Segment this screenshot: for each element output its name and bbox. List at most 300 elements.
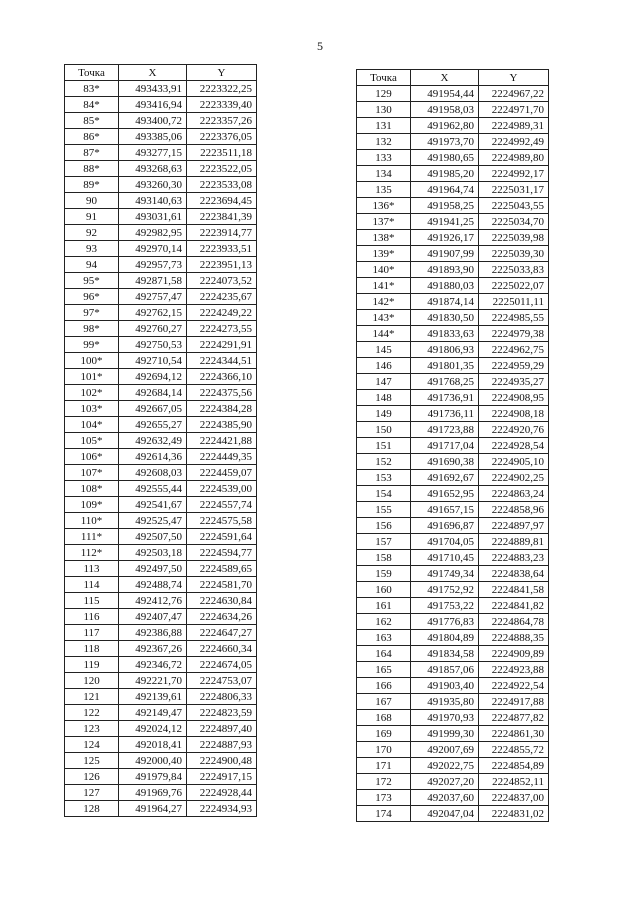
table-row (357, 214, 549, 230)
point-cell: 88* (65, 161, 119, 177)
y-cell: 2224421,88 (187, 433, 257, 449)
x-cell: 493385,06 (119, 129, 187, 145)
header-x: X (411, 70, 479, 86)
table-row (65, 225, 257, 241)
point-cell: 94 (65, 257, 119, 273)
y-cell: 2224753,07 (187, 673, 257, 689)
point-cell: 140* (357, 262, 411, 278)
y-cell: 2224647,27 (187, 625, 257, 641)
x-cell: 492386,88 (119, 625, 187, 641)
table-row (357, 582, 549, 598)
point-cell: 169 (357, 726, 411, 742)
point-cell: 149 (357, 406, 411, 422)
table-row (357, 390, 549, 406)
x-cell: 491776,83 (411, 614, 479, 630)
y-cell: 2224831,02 (479, 806, 549, 822)
x-cell: 491736,91 (411, 390, 479, 406)
point-cell: 139* (357, 246, 411, 262)
x-cell: 491801,35 (411, 358, 479, 374)
table-row (357, 726, 549, 742)
table-row (357, 774, 549, 790)
x-cell: 492221,70 (119, 673, 187, 689)
table-row (65, 769, 257, 785)
table-row (65, 145, 257, 161)
y-cell: 2223339,40 (187, 97, 257, 113)
point-cell: 119 (65, 657, 119, 673)
x-cell: 492018,41 (119, 737, 187, 753)
y-cell: 2224897,97 (479, 518, 549, 534)
y-cell: 2224841,82 (479, 598, 549, 614)
x-cell: 492047,04 (411, 806, 479, 822)
y-cell: 2224979,38 (479, 326, 549, 342)
table-row (65, 257, 257, 273)
x-cell: 491753,22 (411, 598, 479, 614)
x-cell: 492970,14 (119, 241, 187, 257)
y-cell: 2225031,17 (479, 182, 549, 198)
x-cell: 491806,93 (411, 342, 479, 358)
point-cell: 100* (65, 353, 119, 369)
x-cell: 492762,15 (119, 305, 187, 321)
y-cell: 2224883,23 (479, 550, 549, 566)
point-cell: 92 (65, 225, 119, 241)
x-cell: 492139,61 (119, 689, 187, 705)
x-cell: 491973,70 (411, 134, 479, 150)
table-row (65, 801, 257, 817)
y-cell: 2224897,40 (187, 721, 257, 737)
table-row (65, 417, 257, 433)
y-cell: 2224375,56 (187, 385, 257, 401)
table-row (65, 289, 257, 305)
point-cell: 122 (65, 705, 119, 721)
table-row (65, 273, 257, 289)
y-cell: 2224852,11 (479, 774, 549, 790)
y-cell: 2224861,30 (479, 726, 549, 742)
y-cell: 2225039,98 (479, 230, 549, 246)
x-cell: 492750,53 (119, 337, 187, 353)
x-cell: 491958,25 (411, 198, 479, 214)
point-cell: 105* (65, 433, 119, 449)
point-cell: 146 (357, 358, 411, 374)
x-cell: 491907,99 (411, 246, 479, 262)
x-cell: 491830,50 (411, 310, 479, 326)
table-row (357, 86, 549, 102)
point-cell: 120 (65, 673, 119, 689)
table-row (357, 742, 549, 758)
table-row (65, 97, 257, 113)
x-cell: 491768,25 (411, 374, 479, 390)
table-row (357, 518, 549, 534)
table-row (357, 102, 549, 118)
x-cell: 491696,87 (411, 518, 479, 534)
y-cell: 2224989,80 (479, 150, 549, 166)
x-cell: 493140,63 (119, 193, 187, 209)
table-row (65, 561, 257, 577)
x-cell: 491980,65 (411, 150, 479, 166)
point-cell: 138* (357, 230, 411, 246)
point-cell: 131 (357, 118, 411, 134)
point-cell: 171 (357, 758, 411, 774)
x-cell: 492027,20 (411, 774, 479, 790)
point-cell: 109* (65, 497, 119, 513)
y-cell: 2224660,34 (187, 641, 257, 657)
y-cell: 2224971,70 (479, 102, 549, 118)
table-row (357, 550, 549, 566)
point-cell: 93 (65, 241, 119, 257)
x-cell: 492000,40 (119, 753, 187, 769)
y-cell: 2224967,22 (479, 86, 549, 102)
point-cell: 85* (65, 113, 119, 129)
x-cell: 491710,45 (411, 550, 479, 566)
y-cell: 2224917,15 (187, 769, 257, 785)
table-row (65, 321, 257, 337)
table-row (65, 513, 257, 529)
point-cell: 157 (357, 534, 411, 550)
y-cell: 2223841,39 (187, 209, 257, 225)
table-row (357, 374, 549, 390)
y-cell: 2224908,95 (479, 390, 549, 406)
table-row (357, 454, 549, 470)
y-cell: 2224838,64 (479, 566, 549, 582)
y-cell: 2223533,08 (187, 177, 257, 193)
point-cell: 166 (357, 678, 411, 694)
x-cell: 491962,80 (411, 118, 479, 134)
table-row (65, 353, 257, 369)
table-row (357, 422, 549, 438)
table-row (357, 678, 549, 694)
x-cell: 492655,27 (119, 417, 187, 433)
table-row (357, 198, 549, 214)
y-cell: 2224935,27 (479, 374, 549, 390)
y-cell: 2225033,83 (479, 262, 549, 278)
y-cell: 2223376,05 (187, 129, 257, 145)
y-cell: 2225011,11 (479, 294, 549, 310)
y-cell: 2224863,24 (479, 486, 549, 502)
y-cell: 2224384,28 (187, 401, 257, 417)
point-cell: 141* (357, 278, 411, 294)
table-row (65, 385, 257, 401)
table-row (357, 438, 549, 454)
point-cell: 150 (357, 422, 411, 438)
point-cell: 117 (65, 625, 119, 641)
x-cell: 492407,47 (119, 609, 187, 625)
x-cell: 491749,34 (411, 566, 479, 582)
y-cell: 2224992,49 (479, 134, 549, 150)
point-cell: 97* (65, 305, 119, 321)
x-cell: 491692,67 (411, 470, 479, 486)
x-cell: 491804,89 (411, 630, 479, 646)
x-cell: 491969,76 (119, 785, 187, 801)
table-row (357, 790, 549, 806)
y-cell: 2224385,90 (187, 417, 257, 433)
point-cell: 111* (65, 529, 119, 545)
table-row (65, 129, 257, 145)
table-row (357, 646, 549, 662)
x-cell: 492149,47 (119, 705, 187, 721)
y-cell: 2224854,89 (479, 758, 549, 774)
x-cell: 491941,25 (411, 214, 479, 230)
point-cell: 101* (65, 369, 119, 385)
point-cell: 159 (357, 566, 411, 582)
x-cell: 491880,03 (411, 278, 479, 294)
y-cell: 2223522,05 (187, 161, 257, 177)
point-cell: 134 (357, 166, 411, 182)
x-cell: 492007,69 (411, 742, 479, 758)
y-cell: 2224634,26 (187, 609, 257, 625)
point-cell: 170 (357, 742, 411, 758)
x-cell: 491752,92 (411, 582, 479, 598)
table-row (65, 337, 257, 353)
table-row (357, 630, 549, 646)
point-cell: 161 (357, 598, 411, 614)
header-point: Точка (357, 70, 411, 86)
point-cell: 147 (357, 374, 411, 390)
table-row (357, 166, 549, 182)
point-cell: 154 (357, 486, 411, 502)
y-cell: 2223511,18 (187, 145, 257, 161)
point-cell: 90 (65, 193, 119, 209)
table-row (65, 193, 257, 209)
table-row (357, 278, 549, 294)
point-cell: 113 (65, 561, 119, 577)
table-row (357, 150, 549, 166)
y-cell: 2224887,93 (187, 737, 257, 753)
x-cell: 491999,30 (411, 726, 479, 742)
x-cell: 492710,54 (119, 353, 187, 369)
header-x: X (119, 65, 187, 81)
table-row (357, 326, 549, 342)
x-cell: 493400,72 (119, 113, 187, 129)
point-cell: 132 (357, 134, 411, 150)
y-cell: 2224591,64 (187, 529, 257, 545)
x-cell: 491657,15 (411, 502, 479, 518)
table-row (357, 758, 549, 774)
x-cell: 491874,14 (411, 294, 479, 310)
point-cell: 116 (65, 609, 119, 625)
y-cell: 2224823,59 (187, 705, 257, 721)
x-cell: 491652,95 (411, 486, 479, 502)
x-cell: 492694,12 (119, 369, 187, 385)
table-row (65, 449, 257, 465)
y-cell: 2224917,88 (479, 694, 549, 710)
table-row (357, 342, 549, 358)
x-cell: 493277,15 (119, 145, 187, 161)
table-row (357, 310, 549, 326)
x-cell: 491704,05 (411, 534, 479, 550)
table-row (65, 465, 257, 481)
coordinates-table-left (64, 64, 257, 817)
table-row (65, 673, 257, 689)
table-row (65, 369, 257, 385)
x-cell: 491970,93 (411, 710, 479, 726)
x-cell: 492632,49 (119, 433, 187, 449)
table-row (357, 614, 549, 630)
x-cell: 492507,50 (119, 529, 187, 545)
table-row (65, 433, 257, 449)
y-cell: 2224291,91 (187, 337, 257, 353)
x-cell: 491723,88 (411, 422, 479, 438)
y-cell: 2225043,55 (479, 198, 549, 214)
point-cell: 125 (65, 753, 119, 769)
x-cell: 491958,03 (411, 102, 479, 118)
point-cell: 108* (65, 481, 119, 497)
y-cell: 2223694,45 (187, 193, 257, 209)
y-cell: 2224630,84 (187, 593, 257, 609)
point-cell: 145 (357, 342, 411, 358)
x-cell: 493268,63 (119, 161, 187, 177)
point-cell: 173 (357, 790, 411, 806)
y-cell: 2224989,31 (479, 118, 549, 134)
point-cell: 162 (357, 614, 411, 630)
point-cell: 123 (65, 721, 119, 737)
table-row (357, 662, 549, 678)
point-cell: 124 (65, 737, 119, 753)
y-cell: 2225034,70 (479, 214, 549, 230)
x-cell: 492982,95 (119, 225, 187, 241)
point-cell: 168 (357, 710, 411, 726)
point-cell: 155 (357, 502, 411, 518)
header-y: Y (479, 70, 549, 86)
table-row (65, 657, 257, 673)
x-cell: 491954,44 (411, 86, 479, 102)
x-cell: 492608,03 (119, 465, 187, 481)
x-cell: 493260,30 (119, 177, 187, 193)
x-cell: 491964,27 (119, 801, 187, 817)
point-cell: 129 (357, 86, 411, 102)
table-header-row (65, 65, 257, 81)
x-cell: 492760,27 (119, 321, 187, 337)
y-cell: 2224922,54 (479, 678, 549, 694)
table-row (65, 161, 257, 177)
y-cell: 2224905,10 (479, 454, 549, 470)
x-cell: 492667,05 (119, 401, 187, 417)
table-row (357, 358, 549, 374)
y-cell: 2224920,76 (479, 422, 549, 438)
table-row (65, 81, 257, 97)
table-row (65, 785, 257, 801)
table-row (357, 470, 549, 486)
x-cell: 492614,36 (119, 449, 187, 465)
table-row (65, 577, 257, 593)
table-row (65, 529, 257, 545)
point-cell: 165 (357, 662, 411, 678)
table-row (357, 118, 549, 134)
table-row (65, 593, 257, 609)
point-cell: 156 (357, 518, 411, 534)
x-cell: 493416,94 (119, 97, 187, 113)
y-cell: 2224928,54 (479, 438, 549, 454)
point-cell: 130 (357, 102, 411, 118)
table-row (357, 230, 549, 246)
x-cell: 491834,58 (411, 646, 479, 662)
point-cell: 144* (357, 326, 411, 342)
point-cell: 158 (357, 550, 411, 566)
y-cell: 2224674,05 (187, 657, 257, 673)
y-cell: 2224581,70 (187, 577, 257, 593)
x-cell: 491833,63 (411, 326, 479, 342)
y-cell: 2224959,29 (479, 358, 549, 374)
y-cell: 2224985,55 (479, 310, 549, 326)
point-cell: 103* (65, 401, 119, 417)
y-cell: 2224858,96 (479, 502, 549, 518)
y-cell: 2224449,35 (187, 449, 257, 465)
x-cell: 491690,38 (411, 454, 479, 470)
y-cell: 2224908,18 (479, 406, 549, 422)
x-cell: 492488,74 (119, 577, 187, 593)
header-y: Y (187, 65, 257, 81)
x-cell: 492555,44 (119, 481, 187, 497)
y-cell: 2224864,78 (479, 614, 549, 630)
y-cell: 2224589,65 (187, 561, 257, 577)
y-cell: 2223951,13 (187, 257, 257, 273)
x-cell: 492525,47 (119, 513, 187, 529)
point-cell: 126 (65, 769, 119, 785)
point-cell: 87* (65, 145, 119, 161)
x-cell: 492037,60 (411, 790, 479, 806)
table-row (357, 694, 549, 710)
y-cell: 2223357,26 (187, 113, 257, 129)
table-row (65, 401, 257, 417)
x-cell: 492871,58 (119, 273, 187, 289)
point-cell: 89* (65, 177, 119, 193)
table-row (65, 689, 257, 705)
x-cell: 492367,26 (119, 641, 187, 657)
point-cell: 98* (65, 321, 119, 337)
y-cell: 2224539,00 (187, 481, 257, 497)
point-cell: 133 (357, 150, 411, 166)
table-row (357, 806, 549, 822)
point-cell: 114 (65, 577, 119, 593)
x-cell: 491926,17 (411, 230, 479, 246)
y-cell: 2224841,58 (479, 582, 549, 598)
x-cell: 491964,74 (411, 182, 479, 198)
point-cell: 160 (357, 582, 411, 598)
y-cell: 2224273,55 (187, 321, 257, 337)
table-row (357, 566, 549, 582)
table-row (357, 534, 549, 550)
point-cell: 174 (357, 806, 411, 822)
x-cell: 492024,12 (119, 721, 187, 737)
x-cell: 491857,06 (411, 662, 479, 678)
point-cell: 95* (65, 273, 119, 289)
y-cell: 2224888,35 (479, 630, 549, 646)
point-cell: 167 (357, 694, 411, 710)
y-cell: 2224855,72 (479, 742, 549, 758)
x-cell: 491985,20 (411, 166, 479, 182)
point-cell: 104* (65, 417, 119, 433)
y-cell: 2225022,07 (479, 278, 549, 294)
x-cell: 491736,11 (411, 406, 479, 422)
point-cell: 137* (357, 214, 411, 230)
y-cell: 2223322,25 (187, 81, 257, 97)
table-row (65, 305, 257, 321)
point-cell: 143* (357, 310, 411, 326)
point-cell: 115 (65, 593, 119, 609)
y-cell: 2224962,75 (479, 342, 549, 358)
table-row (65, 545, 257, 561)
point-cell: 102* (65, 385, 119, 401)
point-cell: 96* (65, 289, 119, 305)
table-row (65, 241, 257, 257)
point-cell: 112* (65, 545, 119, 561)
table-row (357, 262, 549, 278)
point-cell: 107* (65, 465, 119, 481)
table-header-row (357, 70, 549, 86)
table-row (65, 481, 257, 497)
x-cell: 492412,76 (119, 593, 187, 609)
table-row (357, 710, 549, 726)
table-row (65, 497, 257, 513)
y-cell: 2224902,25 (479, 470, 549, 486)
